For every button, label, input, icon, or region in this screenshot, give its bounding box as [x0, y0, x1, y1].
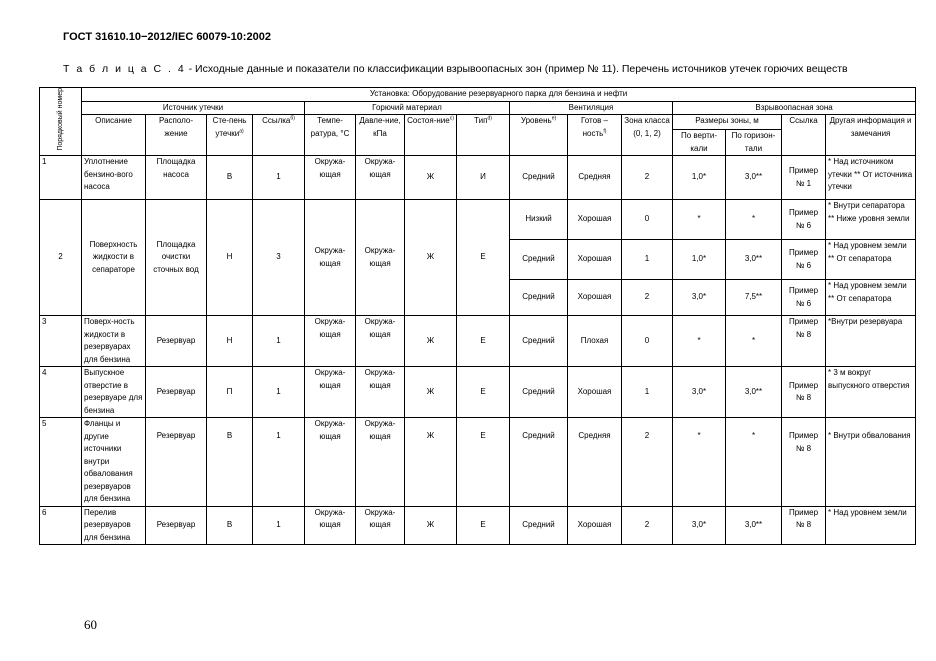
row-link: Пример № 6 — [782, 200, 826, 240]
row-num: 4 — [40, 367, 82, 418]
row-state: Ж — [405, 156, 457, 200]
row-horiz: 3,0** — [726, 240, 782, 280]
row-vert: 1,0* — [673, 156, 726, 200]
row-num: 5 — [40, 418, 82, 507]
row-state: Ж — [405, 367, 457, 418]
row-zone: 2 — [622, 280, 673, 316]
row-vert: 3,0* — [673, 367, 726, 418]
row-level: Средний — [510, 418, 568, 507]
group-ventilation: Вентиляция — [510, 101, 673, 115]
row-horiz: 7,5** — [726, 280, 782, 316]
row-vert: 3,0* — [673, 506, 726, 545]
col-zone-class: Зона класса (0, 1, 2) — [622, 115, 673, 156]
row-link: Пример № 8 — [782, 506, 826, 545]
row-degree: Н — [207, 316, 253, 367]
row-note: * Над уровнем земли ** От сепаратора — [826, 280, 916, 316]
row-link: Пример № 8 — [782, 367, 826, 418]
row-temp: Окружа-ющая — [305, 367, 356, 418]
row-state: Ж — [405, 506, 457, 545]
row-ref: 1 — [253, 418, 305, 507]
row-ref: 1 — [253, 316, 305, 367]
row-pressure: Окружа-ющая — [356, 367, 405, 418]
row-type: Е — [457, 200, 510, 316]
row-degree: В — [207, 418, 253, 507]
col-other: Другая информация и замечания — [826, 115, 916, 156]
row-horiz: 3,0** — [726, 156, 782, 200]
row-level: Низкий — [510, 200, 568, 240]
col-location: Располо-жение — [146, 115, 207, 156]
group-zone: Взрывоопасная зона — [673, 101, 916, 115]
row-ref: 1 — [253, 506, 305, 545]
row-note: * Над уровнем земли ** От сепаратора — [826, 240, 916, 280]
row-location: Резервуар — [146, 506, 207, 545]
row-level: Средний — [510, 240, 568, 280]
row-pressure: Окружа-ющая — [356, 506, 405, 545]
row-note: * Над уровнем земли — [826, 506, 916, 545]
row-zone: 2 — [622, 418, 673, 507]
row-vert: * — [673, 200, 726, 240]
row-level: Средний — [510, 156, 568, 200]
row-description: Перелив резервуаров для бензина — [82, 506, 146, 545]
table-row — [40, 156, 916, 200]
table-row — [40, 316, 916, 367]
row-pressure: Окружа-ющая — [356, 156, 405, 200]
row-vert: * — [673, 418, 726, 507]
group-source: Источник утечки — [82, 101, 305, 115]
row-type: Е — [457, 506, 510, 545]
row-num: 1 — [40, 156, 82, 200]
col-description: Описание — [82, 115, 146, 156]
row-readiness: Хорошая — [568, 200, 622, 240]
col-level: Уровень$^{e)}$ — [510, 115, 568, 156]
table-row — [40, 367, 916, 418]
row-vert: * — [673, 316, 726, 367]
row-link: Пример № 6 — [782, 240, 826, 280]
row-location: Резервуар — [146, 316, 207, 367]
row-location: Резервуар — [146, 367, 207, 418]
table-row — [40, 200, 916, 240]
group-header-row — [40, 101, 916, 115]
row-degree: В — [207, 156, 253, 200]
row-link: Пример № 6 — [782, 280, 826, 316]
row-vert: 3,0* — [673, 280, 726, 316]
row-link: Пример № 8 — [782, 418, 826, 507]
col-zone-sizes: Размеры зоны, м — [673, 115, 782, 130]
installation-row — [40, 88, 916, 102]
row-location: Резервуар — [146, 418, 207, 507]
row-degree: П — [207, 367, 253, 418]
row-description: Фланцы и другие источники внутри обвалования резервуаров для бензина — [82, 418, 146, 507]
row-ref: 1 — [253, 156, 305, 200]
row-num: 6 — [40, 506, 82, 545]
col-pressure: Давле-ние, кПа — [356, 115, 405, 156]
row-temp: Окружа-ющая — [305, 200, 356, 316]
row-level: Средний — [510, 506, 568, 545]
row-vert: 1,0* — [673, 240, 726, 280]
col-vert: По верти-кали — [673, 130, 726, 156]
group-material: Горючий материал — [305, 101, 510, 115]
col-readiness: Готов – ность$^{f)}$ — [568, 115, 622, 156]
col-degree: Сте-пень утечки$^{a)}$ — [207, 115, 253, 156]
row-level: Средний — [510, 367, 568, 418]
row-degree: Н — [207, 200, 253, 316]
row-ref: 1 — [253, 367, 305, 418]
row-note: * Внутри сепаратора ** Ниже уровня земли — [826, 200, 916, 240]
table-row — [40, 506, 916, 545]
row-num: 2 — [40, 200, 82, 316]
row-horiz: * — [726, 200, 782, 240]
row-temp: Окружа-ющая — [305, 506, 356, 545]
row-readiness: Средняя — [568, 156, 622, 200]
col-ref: Ссылка$^{б)}$ — [253, 115, 305, 156]
row-note: * Внутри обвалования — [826, 418, 916, 507]
row-zone: 2 — [622, 156, 673, 200]
row-state: Ж — [405, 200, 457, 316]
row-readiness: Хорошая — [568, 240, 622, 280]
row-note: * 3 м вокруг выпускного отверстия — [826, 367, 916, 418]
table-caption — [63, 63, 848, 75]
table-row — [40, 418, 916, 507]
row-horiz: * — [726, 316, 782, 367]
row-link: Пример № 1 — [782, 156, 826, 200]
rownum-header: Порядковый номер — [40, 88, 82, 156]
col-state: Состоя-ние$^{с)}$ — [405, 115, 457, 156]
row-horiz: * — [726, 418, 782, 507]
caption-label: Т а б л и ц а С . 4 — [63, 63, 186, 75]
row-type: Е — [457, 316, 510, 367]
row-level: Средний — [510, 280, 568, 316]
row-readiness: Плохая — [568, 316, 622, 367]
row-temp: Окружа-ющая — [305, 156, 356, 200]
row-note: * Над источником утечки ** От источника утечки — [826, 156, 916, 200]
col-temp: Темпе-ратура, °С — [305, 115, 356, 156]
row-pressure: Окружа-ющая — [356, 200, 405, 316]
row-pressure: Окружа-ющая — [356, 316, 405, 367]
row-type: Е — [457, 367, 510, 418]
row-readiness: Хорошая — [568, 367, 622, 418]
row-level: Средний — [510, 316, 568, 367]
row-state: Ж — [405, 316, 457, 367]
row-zone: 0 — [622, 316, 673, 367]
document-header: ГОСТ 31610.10−2012/IEC 60079-10:2002 — [63, 31, 271, 43]
row-description: Поверхность жидкости в сепараторе — [82, 200, 146, 316]
column-header-row — [40, 115, 916, 130]
col-horiz: По горизон-тали — [726, 130, 782, 156]
row-num: 3 — [40, 316, 82, 367]
col-type: Тип$^{d)}$ — [457, 115, 510, 156]
row-ref: 3 — [253, 200, 305, 316]
row-degree: В — [207, 506, 253, 545]
row-location: Площадка насоса — [146, 156, 207, 200]
row-link: Пример № 8 — [782, 316, 826, 367]
row-pressure: Окружа-ющая — [356, 418, 405, 507]
row-temp: Окружа-ющая — [305, 316, 356, 367]
col-link: Ссылка — [782, 115, 826, 156]
row-temp: Окружа-ющая — [305, 418, 356, 507]
row-description: Уплотнение бензино-вого насоса — [82, 156, 146, 200]
classification-table — [39, 87, 916, 545]
row-readiness: Хорошая — [568, 506, 622, 545]
page-number: 60 — [84, 617, 97, 632]
row-zone: 1 — [622, 367, 673, 418]
row-type: И — [457, 156, 510, 200]
caption-text: - Исходные данные и показатели по классификации взрывоопасных зон (пример № 11). Перечень источников утечек горючих веществ — [185, 63, 848, 75]
row-type: Е — [457, 418, 510, 507]
row-note: *Внутри резервуара — [826, 316, 916, 367]
row-location: Площадка очистки сточных вод — [146, 200, 207, 316]
row-state: Ж — [405, 418, 457, 507]
row-readiness: Хорошая — [568, 280, 622, 316]
row-zone: 0 — [622, 200, 673, 240]
installation-cell: Установка: Оборудование резервуарного парка для бензина и нефти — [82, 88, 916, 102]
row-horiz: 3,0** — [726, 506, 782, 545]
row-horiz: 3,0** — [726, 367, 782, 418]
row-zone: 1 — [622, 240, 673, 280]
row-readiness: Средняя — [568, 418, 622, 507]
row-description: Выпускное отверстие в резервуаре для бензина — [82, 367, 146, 418]
row-zone: 2 — [622, 506, 673, 545]
row-description: Поверх-ность жидкости в резервуарах для бензина — [82, 316, 146, 367]
